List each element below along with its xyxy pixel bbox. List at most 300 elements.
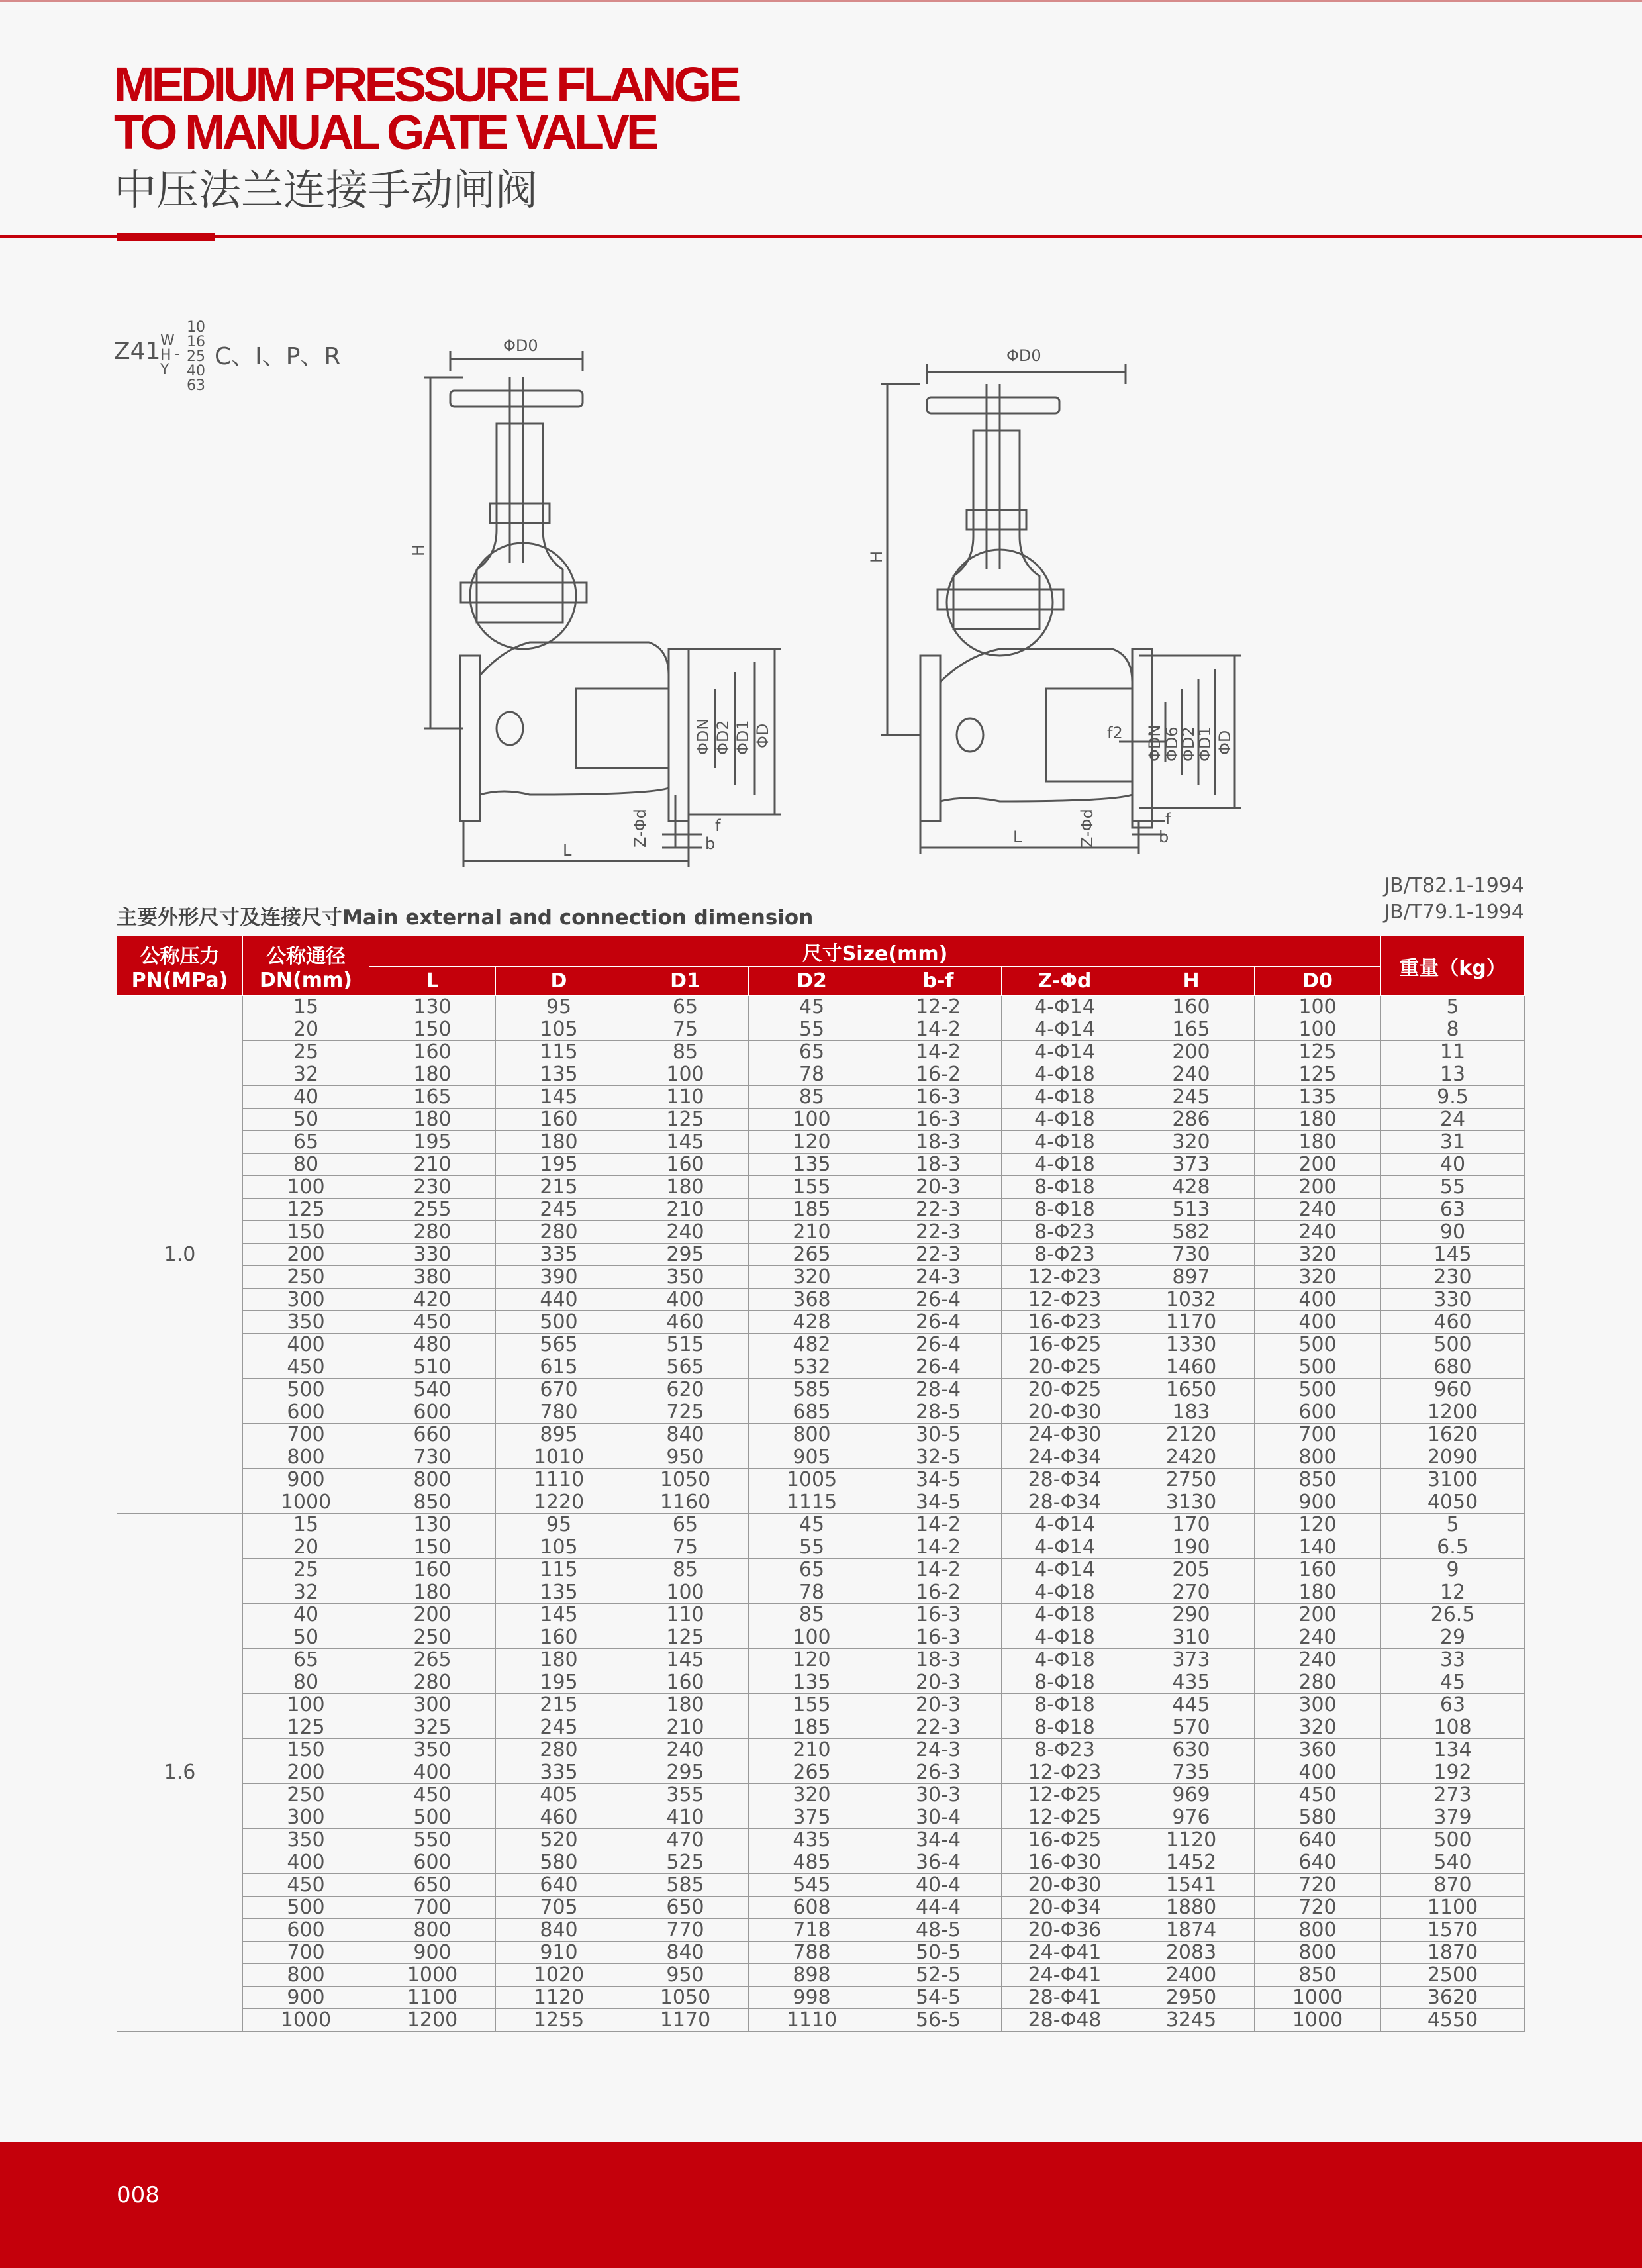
table-cell: 4-Φ14 <box>1002 996 1128 1018</box>
table-cell: 295 <box>622 1244 749 1266</box>
table-row <box>117 1424 1525 1446</box>
table-row <box>117 1109 1525 1131</box>
table-cell: 160 <box>622 1671 749 1694</box>
table-cell: 2120 <box>1128 1424 1255 1446</box>
table-cell: 63 <box>1381 1694 1525 1716</box>
table-row <box>117 1018 1525 1041</box>
table-cell: 180 <box>369 1109 496 1131</box>
table-row <box>117 1942 1525 1964</box>
table-cell: 190 <box>1128 1536 1255 1559</box>
table-cell: 2750 <box>1128 1469 1255 1491</box>
table-cell: 545 <box>749 1874 875 1897</box>
table-cell: 26.5 <box>1381 1604 1525 1626</box>
table-cell: 1620 <box>1381 1424 1525 1446</box>
table-cell: 44-4 <box>875 1897 1002 1919</box>
table-cell: 20-3 <box>875 1694 1002 1716</box>
table-cell: 11 <box>1381 1041 1525 1063</box>
table-cell: 160 <box>369 1041 496 1063</box>
table-cell: 24 <box>1381 1109 1525 1131</box>
right-label-d0: ΦD0 <box>1006 346 1041 365</box>
table-row <box>117 1199 1525 1221</box>
table-cell: 705 <box>496 1897 622 1919</box>
table-row <box>117 1334 1525 1356</box>
table-cell: 95 <box>496 996 622 1018</box>
table-cell: 50 <box>243 1109 369 1131</box>
standard-ref-2: JB/T79.1-1994 <box>1384 901 1524 924</box>
table-cell: 500 <box>1255 1334 1381 1356</box>
table-cell: 1870 <box>1381 1942 1525 1964</box>
table-cell: 25 <box>243 1559 369 1581</box>
table-cell: 3130 <box>1128 1491 1255 1514</box>
table-cell: 14-2 <box>875 1536 1002 1559</box>
table-cell: 75 <box>622 1018 749 1041</box>
table-cell: 280 <box>496 1221 622 1244</box>
table-row <box>117 1604 1525 1626</box>
table-cell: 400 <box>243 1851 369 1874</box>
title-line-2: TO MANUAL GATE VALVE <box>114 105 656 160</box>
table-cell: 1020 <box>496 1964 622 1987</box>
right-label-h: H <box>867 550 886 563</box>
right-label-dn: ΦDN <box>1145 724 1164 762</box>
table-cell: 8-Φ23 <box>1002 1221 1128 1244</box>
table-cell: 20-Φ30 <box>1002 1874 1128 1897</box>
table-cell: 8-Φ23 <box>1002 1244 1128 1266</box>
right-label-b: b <box>1159 828 1169 846</box>
table-heading: 主要外形尺寸及连接尺寸Main external and connection dimension <box>117 906 814 930</box>
table-cell: 950 <box>622 1964 749 1987</box>
table-cell: 640 <box>1255 1851 1381 1874</box>
left-label-b: b <box>705 834 716 853</box>
table-cell: 300 <box>1255 1694 1381 1716</box>
table-cell: 20-Φ34 <box>1002 1897 1128 1919</box>
table-cell: 325 <box>369 1716 496 1739</box>
table-cell: 180 <box>496 1131 622 1154</box>
table-cell: 788 <box>749 1942 875 1964</box>
table-cell: 1050 <box>622 1469 749 1491</box>
table-cell: 570 <box>1128 1716 1255 1739</box>
table-cell: 330 <box>369 1244 496 1266</box>
table-cell: 310 <box>1128 1626 1255 1649</box>
table-cell: 1000 <box>1255 2009 1381 2032</box>
table-cell: 28-Φ34 <box>1002 1469 1128 1491</box>
table-cell: 40 <box>243 1604 369 1626</box>
table-cell: 6.5 <box>1381 1536 1525 1559</box>
table-cell: 730 <box>369 1446 496 1469</box>
table-row <box>117 1874 1525 1897</box>
model-suffix: C、I、P、R <box>215 343 341 370</box>
table-cell: 24-Φ34 <box>1002 1446 1128 1469</box>
model-material-h: H <box>160 347 171 364</box>
table-cell: 52-5 <box>875 1964 1002 1987</box>
table-cell: 2420 <box>1128 1446 1255 1469</box>
table-cell: 270 <box>1128 1581 1255 1604</box>
table-cell: 770 <box>622 1919 749 1942</box>
table-cell: 265 <box>749 1761 875 1784</box>
table-cell: 1650 <box>1128 1379 1255 1401</box>
table-cell: 608 <box>749 1897 875 1919</box>
table-cell: 160 <box>369 1559 496 1581</box>
table-cell: 16-3 <box>875 1604 1002 1626</box>
table-cell: 330 <box>1381 1289 1525 1311</box>
table-cell: 600 <box>243 1919 369 1942</box>
table-cell: 26-4 <box>875 1334 1002 1356</box>
table-cell: 513 <box>1128 1199 1255 1221</box>
table-cell: 800 <box>243 1446 369 1469</box>
table-cell: 100 <box>1255 996 1381 1018</box>
table-cell: 300 <box>243 1289 369 1311</box>
table-cell: 450 <box>369 1784 496 1806</box>
table-cell: 470 <box>622 1829 749 1851</box>
left-label-h: H <box>409 544 428 556</box>
table-cell: 1874 <box>1128 1919 1255 1942</box>
table-cell: 85 <box>622 1041 749 1063</box>
table-cell: 185 <box>749 1716 875 1739</box>
table-cell: 50 <box>243 1626 369 1649</box>
table-cell: 250 <box>243 1784 369 1806</box>
table-cell: 898 <box>749 1964 875 1987</box>
table-cell: 12-2 <box>875 996 1002 1018</box>
table-cell: 22-3 <box>875 1199 1002 1221</box>
column-header: Z-Φd <box>1002 967 1128 996</box>
table-cell: 400 <box>1255 1289 1381 1311</box>
left-label-f: f <box>715 816 721 835</box>
table-cell: 600 <box>1255 1401 1381 1424</box>
model-pressure-16: 16 <box>187 334 205 350</box>
table-cell: 480 <box>369 1334 496 1356</box>
table-row <box>117 1739 1525 1761</box>
table-cell: 16-3 <box>875 1109 1002 1131</box>
table-cell: 630 <box>1128 1739 1255 1761</box>
table-cell: 265 <box>369 1649 496 1671</box>
table-cell: 450 <box>369 1311 496 1334</box>
table-cell: 400 <box>622 1289 749 1311</box>
table-cell: 29 <box>1381 1626 1525 1649</box>
table-cell: 240 <box>622 1221 749 1244</box>
table-row <box>117 1311 1525 1334</box>
table-cell: 700 <box>243 1424 369 1446</box>
table-cell: 840 <box>496 1919 622 1942</box>
table-cell: 650 <box>622 1897 749 1919</box>
table-cell: 373 <box>1128 1154 1255 1176</box>
table-cell: 130 <box>369 996 496 1018</box>
table-row <box>117 1356 1525 1379</box>
table-cell: 295 <box>622 1761 749 1784</box>
table-cell: 4-Φ18 <box>1002 1604 1128 1626</box>
table-cell: 1010 <box>496 1446 622 1469</box>
table-cell: 20 <box>243 1018 369 1041</box>
table-cell: 900 <box>1255 1491 1381 1514</box>
table-row <box>117 1221 1525 1244</box>
table-row <box>117 1154 1525 1176</box>
table-cell: 75 <box>622 1536 749 1559</box>
table-cell: 600 <box>369 1851 496 1874</box>
table-cell: 255 <box>369 1199 496 1221</box>
table-cell: 100 <box>749 1109 875 1131</box>
table-cell: 120 <box>1255 1514 1381 1536</box>
table-cell: 28-Φ41 <box>1002 1987 1128 2009</box>
table-cell: 840 <box>622 1424 749 1446</box>
table-row <box>117 1559 1525 1581</box>
table-cell: 5 <box>1381 1514 1525 1536</box>
table-cell: 165 <box>1128 1018 1255 1041</box>
left-label-zd: Z-Φd <box>631 809 650 848</box>
table-cell: 140 <box>1255 1536 1381 1559</box>
table-cell: 3100 <box>1381 1469 1525 1491</box>
table-cell: 145 <box>622 1131 749 1154</box>
table-row <box>117 1761 1525 1784</box>
table-cell: 240 <box>1255 1221 1381 1244</box>
table-cell: 135 <box>1255 1086 1381 1109</box>
table-cell: 900 <box>369 1942 496 1964</box>
table-cell: 735 <box>1128 1761 1255 1784</box>
table-cell: 400 <box>1255 1761 1381 1784</box>
table-cell: 180 <box>1255 1109 1381 1131</box>
pressure-cell: 1.0 <box>117 996 243 1514</box>
table-cell: 28-4 <box>875 1379 1002 1401</box>
table-row <box>117 1289 1525 1311</box>
table-cell: 16-3 <box>875 1626 1002 1649</box>
table-cell: 320 <box>749 1266 875 1289</box>
table-cell: 4-Φ14 <box>1002 1514 1128 1536</box>
table-cell: 900 <box>243 1987 369 2009</box>
table-cell: 265 <box>749 1244 875 1266</box>
table-cell: 135 <box>496 1063 622 1086</box>
table-cell: 215 <box>496 1694 622 1716</box>
model-pressure-25: 25 <box>187 348 205 365</box>
table-cell: 20 <box>243 1536 369 1559</box>
table-cell: 24-Φ41 <box>1002 1942 1128 1964</box>
table-cell: 18-3 <box>875 1131 1002 1154</box>
table-cell: 240 <box>1255 1199 1381 1221</box>
table-cell: 200 <box>1128 1041 1255 1063</box>
table-cell: 532 <box>749 1356 875 1379</box>
table-cell: 375 <box>749 1806 875 1829</box>
table-row <box>117 1379 1525 1401</box>
table-row <box>117 996 1525 1018</box>
table-cell: 4-Φ18 <box>1002 1581 1128 1604</box>
table-row <box>117 1694 1525 1716</box>
table-cell: 25 <box>243 1041 369 1063</box>
table-cell: 150 <box>369 1536 496 1559</box>
table-cell: 192 <box>1381 1761 1525 1784</box>
column-header: L <box>369 967 496 996</box>
table-cell: 150 <box>243 1221 369 1244</box>
left-label-d: ΦD <box>753 723 772 748</box>
table-cell: 12-Φ23 <box>1002 1266 1128 1289</box>
header-pn-en: PN(MPa) <box>131 969 228 992</box>
table-cell: 640 <box>1255 1829 1381 1851</box>
table-cell: 36-4 <box>875 1851 1002 1874</box>
table-cell: 12-Φ23 <box>1002 1289 1128 1311</box>
table-cell: 100 <box>243 1694 369 1716</box>
table-cell: 16-Φ30 <box>1002 1851 1128 1874</box>
table-cell: 90 <box>1381 1221 1525 1244</box>
table-cell: 16-3 <box>875 1086 1002 1109</box>
header-dn-cn: 公称通径 <box>266 945 346 968</box>
table-cell: 780 <box>496 1401 622 1424</box>
table-cell: 63 <box>1381 1199 1525 1221</box>
table-cell: 4-Φ18 <box>1002 1154 1128 1176</box>
table-cell: 2400 <box>1128 1964 1255 1987</box>
table-cell: 720 <box>1255 1897 1381 1919</box>
table-cell: 1220 <box>496 1491 622 1514</box>
table-cell: 360 <box>1255 1739 1381 1761</box>
table-cell: 280 <box>1255 1671 1381 1694</box>
table-row <box>117 1063 1525 1086</box>
table-cell: 440 <box>496 1289 622 1311</box>
table-cell: 2083 <box>1128 1942 1255 1964</box>
table-cell: 976 <box>1128 1806 1255 1829</box>
table-cell: 240 <box>1255 1626 1381 1649</box>
table-cell: 600 <box>243 1401 369 1424</box>
table-cell: 8-Φ23 <box>1002 1739 1128 1761</box>
table-cell: 56-5 <box>875 2009 1002 2032</box>
header-dn <box>243 936 369 996</box>
table-cell: 185 <box>749 1199 875 1221</box>
table-cell: 125 <box>243 1716 369 1739</box>
table-cell: 320 <box>1255 1716 1381 1739</box>
table-cell: 210 <box>749 1739 875 1761</box>
table-row <box>117 1266 1525 1289</box>
right-label-f2: f2 <box>1107 724 1123 742</box>
left-label-d2: ΦD2 <box>714 720 732 755</box>
table-cell: 8-Φ18 <box>1002 1199 1128 1221</box>
table-cell: 1160 <box>622 1491 749 1514</box>
table-cell: 9.5 <box>1381 1086 1525 1109</box>
column-header: b-f <box>875 967 1002 996</box>
table-cell: 1000 <box>1255 1987 1381 2009</box>
table-cell: 1000 <box>243 2009 369 2032</box>
table-cell: 26-3 <box>875 1761 1002 1784</box>
table-cell: 45 <box>1381 1671 1525 1694</box>
table-cell: 65 <box>749 1559 875 1581</box>
table-cell: 55 <box>1381 1176 1525 1199</box>
table-cell: 565 <box>496 1334 622 1356</box>
pressure-cell: 1.6 <box>117 1514 243 2032</box>
table-cell: 4-Φ18 <box>1002 1649 1128 1671</box>
table-cell: 30-5 <box>875 1424 1002 1446</box>
table-cell: 650 <box>369 1874 496 1897</box>
table-cell: 1200 <box>369 2009 496 2032</box>
table-row <box>117 1806 1525 1829</box>
table-row <box>117 1446 1525 1469</box>
table-cell: 120 <box>749 1131 875 1154</box>
model-dash: - <box>175 346 180 362</box>
model-base: Z41 <box>114 338 161 365</box>
table-cell: 145 <box>496 1604 622 1626</box>
table-cell: 400 <box>243 1334 369 1356</box>
table-cell: 485 <box>749 1851 875 1874</box>
table-cell: 26-4 <box>875 1356 1002 1379</box>
valve-drawing-right <box>867 338 1258 867</box>
table-cell: 14-2 <box>875 1041 1002 1063</box>
table-cell: 20-3 <box>875 1176 1002 1199</box>
table-cell: 145 <box>496 1086 622 1109</box>
table-cell: 582 <box>1128 1221 1255 1244</box>
table-cell: 210 <box>622 1199 749 1221</box>
table-cell: 3620 <box>1381 1987 1525 2009</box>
table-cell: 620 <box>622 1379 749 1401</box>
table-cell: 660 <box>369 1424 496 1446</box>
header-pn <box>117 936 243 996</box>
table-cell: 685 <box>749 1401 875 1424</box>
table-cell: 540 <box>1381 1851 1525 1874</box>
table-cell: 9 <box>1381 1559 1525 1581</box>
table-row <box>117 1469 1525 1491</box>
table-cell: 45 <box>749 996 875 1018</box>
table-cell: 150 <box>369 1018 496 1041</box>
table-cell: 3245 <box>1128 2009 1255 2032</box>
table-cell: 200 <box>1255 1176 1381 1199</box>
table-cell: 245 <box>496 1716 622 1739</box>
table-cell: 110 <box>622 1604 749 1626</box>
table-cell: 200 <box>1255 1604 1381 1626</box>
table-cell: 1541 <box>1128 1874 1255 1897</box>
table-cell: 12 <box>1381 1581 1525 1604</box>
table-cell: 482 <box>749 1334 875 1356</box>
table-cell: 280 <box>369 1671 496 1694</box>
table-cell: 800 <box>1255 1919 1381 1942</box>
table-cell: 135 <box>749 1154 875 1176</box>
table-cell: 240 <box>1128 1063 1255 1086</box>
table-cell: 28-Φ48 <box>1002 2009 1128 2032</box>
table-cell: 14-2 <box>875 1514 1002 1536</box>
table-cell: 125 <box>1255 1041 1381 1063</box>
table-cell: 4-Φ18 <box>1002 1086 1128 1109</box>
table-cell: 435 <box>749 1829 875 1851</box>
table-cell: 100 <box>243 1176 369 1199</box>
table-cell: 730 <box>1128 1244 1255 1266</box>
table-cell: 145 <box>622 1649 749 1671</box>
table-cell: 680 <box>1381 1356 1525 1379</box>
standard-ref-1: JB/T82.1-1994 <box>1384 874 1524 897</box>
table-cell: 550 <box>369 1829 496 1851</box>
table-cell: 400 <box>1255 1311 1381 1334</box>
table-cell: 1005 <box>749 1469 875 1491</box>
left-label-d1: ΦD1 <box>734 720 752 755</box>
table-cell: 460 <box>622 1311 749 1334</box>
table-cell: 12-Φ23 <box>1002 1761 1128 1784</box>
table-cell: 725 <box>622 1401 749 1424</box>
table-cell: 183 <box>1128 1401 1255 1424</box>
table-cell: 100 <box>622 1581 749 1604</box>
table-cell: 15 <box>243 996 369 1018</box>
table-cell: 33 <box>1381 1649 1525 1671</box>
table-cell: 240 <box>1255 1649 1381 1671</box>
right-label-d: ΦD <box>1216 730 1234 755</box>
table-cell: 195 <box>496 1154 622 1176</box>
table-cell: 100 <box>749 1626 875 1649</box>
footer-band <box>0 2142 1642 2268</box>
table-cell: 12-Φ25 <box>1002 1806 1128 1829</box>
table-row <box>117 1491 1525 1514</box>
table-cell: 500 <box>369 1806 496 1829</box>
table-cell: 1110 <box>496 1469 622 1491</box>
table-cell: 180 <box>369 1063 496 1086</box>
standards-references <box>1318 873 1524 926</box>
table-cell: 22-3 <box>875 1244 1002 1266</box>
table-cell: 145 <box>1381 1244 1525 1266</box>
table-cell: 130 <box>369 1514 496 1536</box>
right-label-d6: ΦD6 <box>1163 726 1181 762</box>
table-cell: 320 <box>1128 1131 1255 1154</box>
dimension-table <box>117 936 1525 2032</box>
table-row <box>117 2009 1525 2032</box>
table-cell: 24-3 <box>875 1739 1002 1761</box>
table-cell: 960 <box>1381 1379 1525 1401</box>
column-header: D2 <box>749 967 875 996</box>
table-cell: 500 <box>243 1897 369 1919</box>
